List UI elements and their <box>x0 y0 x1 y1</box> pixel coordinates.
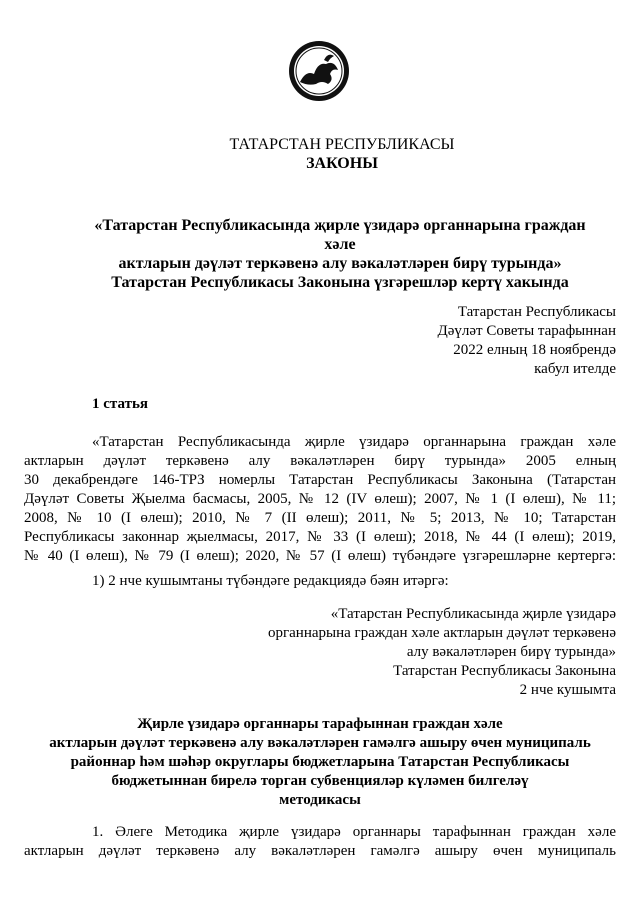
paragraph-line: № 40 (I өлеш), № 79 (I өлеш); 2020, № 57 (I өлеш) түбәндәге үзгәрешләрне кертергә: <box>24 548 616 564</box>
paragraph-line: «Татарстан Республикасында җирле үзидарә органнарына граждан хәле <box>92 434 616 450</box>
paragraph-line: актларын дәүләт теркәвенә алу вәкаләтләрен гамәлгә ашыру өчен муниципаль <box>24 843 616 859</box>
paragraph-line: Республикасы законнар җыелмасы, 2017, № 33 (I өлеш); 2018, № 44 (I өлеш); 2019, <box>24 529 616 545</box>
appendix-line: «Татарстан Республикасында җирле үзидарә <box>330 606 616 622</box>
list-item-1: 1) 2 нче кушымтаны түбәндәге редакциядә бәян итәргә: <box>92 573 449 589</box>
adoption-note <box>438 303 616 379</box>
appendix-line: 2 нче кушымта <box>519 682 616 698</box>
adoption-line: Татарстан Республикасы <box>457 304 616 320</box>
paragraph-line: 2008, № 10 (I өлеш); 2010, № 7 (II өлеш); 2011, № 5; 2013, № 10; Татарстан <box>24 510 616 526</box>
paragraph-line: актларын дәүләт теркәвенә алу вәкаләтләрен бирү турында» 2005 елның <box>24 453 616 469</box>
article-paragraph <box>24 433 616 566</box>
paragraph-line: Дәүләт Советы Җыелма басмасы, 2005, № 12 (IV өлеш); 2007, № 1 (I өлеш), № 11; <box>24 491 616 507</box>
paragraph-line: 1. Әлеге Методика җирле үзидарә органнары тарафыннан граждан хәле <box>92 824 616 840</box>
appendix-line: алу вәкаләтләрен бирү турында» <box>406 644 616 660</box>
methodology-title-line: Җирле үзидарә органнары тарафыннан граждан хәле <box>137 716 503 732</box>
adoption-line: Дәүләт Советы тарафыннан <box>437 323 616 339</box>
law-title <box>80 216 600 292</box>
appendix-line: органнарына граждан хәле актларын дәүләт теркәвенә <box>268 625 616 641</box>
appendix-line: Татарстан Республикасы Законына <box>393 663 616 679</box>
title-line: актларын дәүләт теркәвенә алу вәкаләтләрен бирү турында» <box>118 255 562 272</box>
title-line: Татарстан Республикасы Законына үзгәрешләр кертү хакында <box>111 274 569 291</box>
appendix-caption <box>268 605 616 700</box>
tatarstan-emblem-icon <box>288 40 350 102</box>
republic-name: ТАТАРСТАН РЕСПУБЛИКАСЫ <box>229 136 455 153</box>
methodology-title-line: районнар һәм шәһәр округлары бюджетларына Татарстан Республикасы <box>70 754 570 770</box>
title-line: «Татарстан Республикасында җирле үзидарә органнарына граждан хәле <box>94 217 586 253</box>
article-heading: 1 статья <box>92 396 148 412</box>
methodology-title-line: актларын дәүләт теркәвенә алу вәкаләтләрен гамәлгә ашыру өчен муниципаль <box>49 735 591 751</box>
adoption-line: 2022 елның 18 ноябрендә <box>453 342 616 358</box>
paragraph-line: 30 декабрендәге 146-ТРЗ номерлы Татарстан Республикасы Законына (Татарстан <box>24 472 616 488</box>
methodology-paragraph <box>24 823 616 861</box>
methodology-title <box>30 715 610 810</box>
methodology-title-line: бюджетыннан бирелә торган субвенцияләр күләмен билгеләү <box>111 773 529 789</box>
law-label: ЗАКОНЫ <box>306 155 378 172</box>
law-header <box>72 135 612 173</box>
methodology-title-line: методикасы <box>279 792 361 808</box>
adoption-line: кабул ителде <box>534 361 616 377</box>
